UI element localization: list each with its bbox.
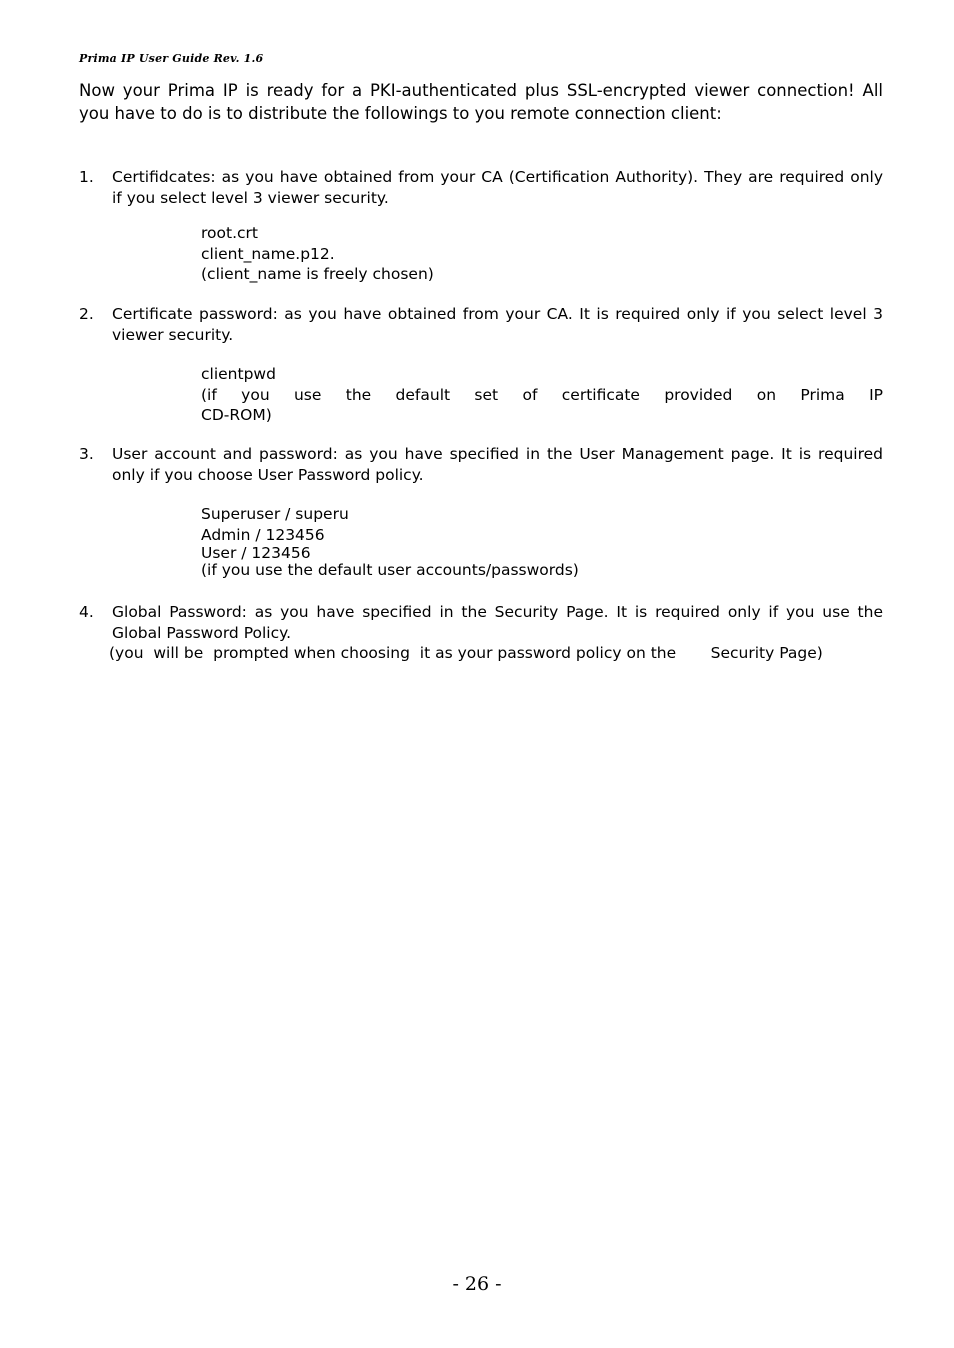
intro-paragraph: Now your Prima IP is ready for a PKI-authenticated plus SSL-encrypted viewer connection! All you have to do is to distribute the followings to you remote connection client:	[79, 81, 883, 123]
detail-line: root.crt	[201, 224, 258, 242]
list-item-2	[79, 304, 883, 345]
list-item-text: Certifidcates: as you have obtained from your CA (Certification Authority). They are required only if you select level 3 viewer security.	[112, 168, 883, 207]
detail-line: (if you use the default user accounts/passwords)	[201, 561, 579, 579]
detail-line: (if you use the default set of certificate provided on Prima IP	[201, 385, 883, 404]
detail-line: User / 123456	[201, 544, 311, 562]
list-number: 2.	[79, 305, 94, 323]
list-item-text: Certificate password: as you have obtained from your CA. It is required only if you select level 3 viewer security.	[112, 305, 883, 344]
page-number: - 26 -	[452, 1273, 502, 1295]
detail-line: CD-ROM)	[201, 406, 272, 424]
detail-line: client_name.p12.	[201, 244, 335, 263]
detail-line: Superuser / superu	[201, 505, 349, 523]
detail-line: (client_name is freely chosen)	[201, 265, 434, 283]
detail-line: Admin / 123456	[201, 525, 325, 544]
list-item-text: User account and password: as you have specified in the User Management page. It is required only if you choose User Password policy.	[112, 445, 883, 484]
global-password-note: (you will be prompted when choosing it as your password policy on the Security Page)	[109, 644, 823, 662]
list-item-3	[79, 444, 883, 485]
list-item-1	[79, 167, 883, 208]
list-number: 4.	[79, 603, 94, 621]
default-accounts	[201, 504, 883, 579]
certificate-password	[201, 364, 883, 426]
list-number: 3.	[79, 445, 94, 463]
certificate-files	[201, 223, 883, 285]
list-number: 1.	[79, 168, 94, 186]
list-item-4	[79, 602, 883, 643]
detail-line: clientpwd	[201, 365, 276, 383]
running-header: Prima IP User Guide Rev. 1.6	[79, 52, 264, 65]
list-item-text: Global Password: as you have specified in the Security Page. It is required only if you use the Global Password Policy.	[112, 603, 883, 642]
